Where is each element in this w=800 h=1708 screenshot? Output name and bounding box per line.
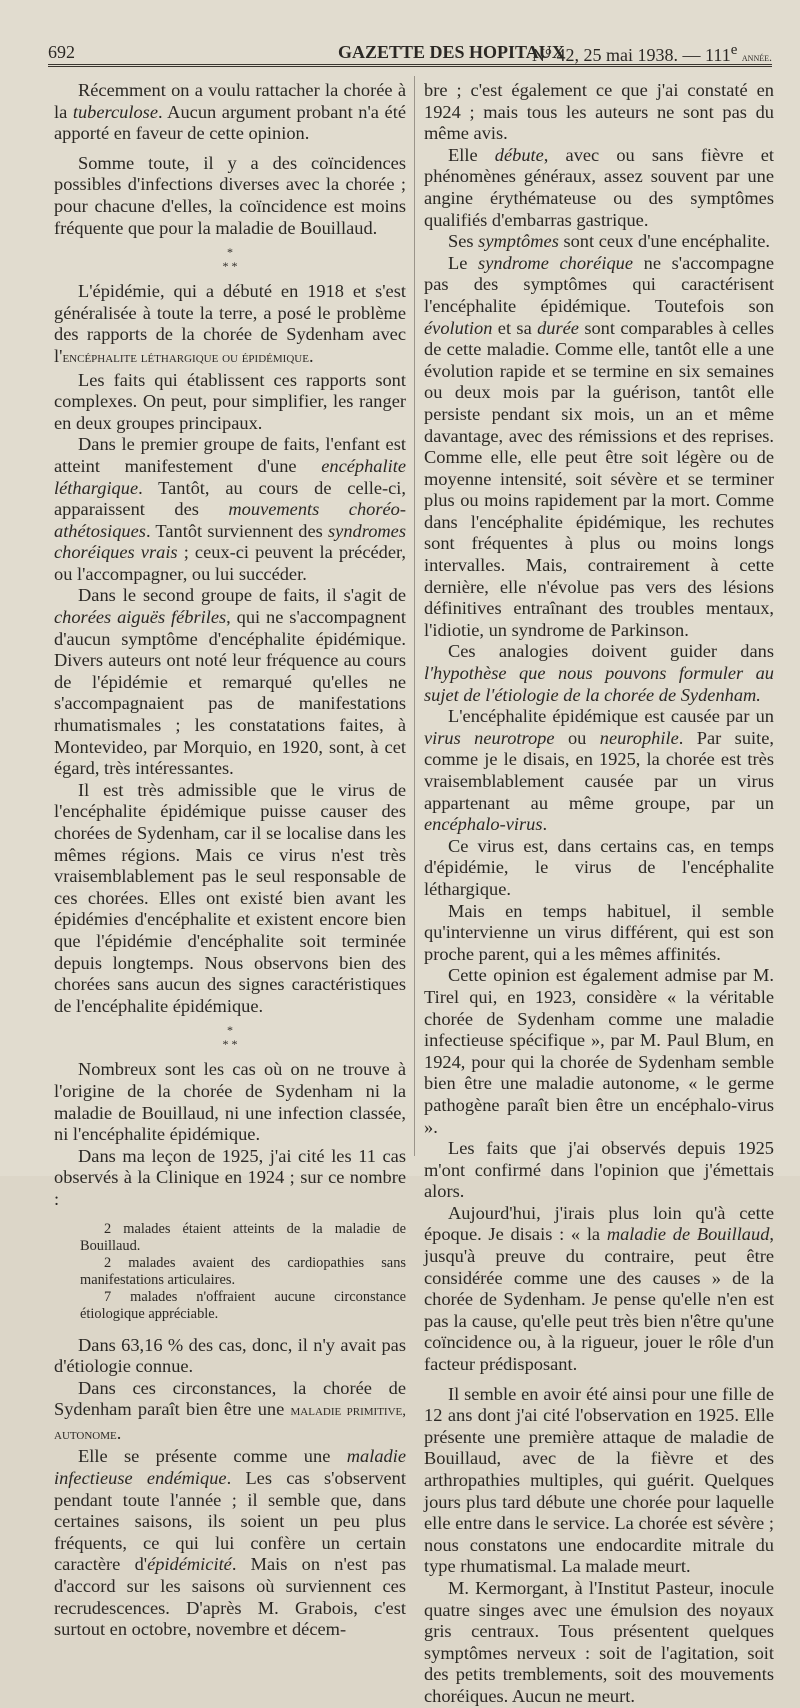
paragraph: Dans 63,16 % des cas, donc, il n'y avait pas d'étiologie connue. <box>54 1334 406 1377</box>
paragraph: Elle débute, avec ou sans fièvre et phénomènes généraux, assez souvent par une angine érythémateuse ou des symptômes qualifiés d'embarras gastrique. <box>424 144 775 230</box>
paragraph: Le syndrome choréique ne s'accompagne pas des symptômes qui caractérisent l'encéphalite épidémique. Toutefois son évolution et sa durée sont comparables à celles de cette maladie. Comme elle, tantôt elle a une évolution rapide et se termine en six semaines ou deux mois par la guérison, tantôt elle persiste pendant six mois, un an et même davantage, avec des rémissions et des reprises. Comme elle, elle peut être soit légère ou de moyenne intensité, soit sévère et se terminer plus ou moins rapidement par la mort. Comme dans l'encéphalite épidémique, les rechutes sont fréquentes à plus ou moins longs intervalles. Mais, contrairement à cette dernière, elle n'évolue pas vers des lésions définitives entraînant des troubles mentaux, l'idiotie, un syndrome de Parkinson. <box>424 252 774 640</box>
list-item: 2 malades avaient des cardiopathies sans manifestations articulaires. <box>80 1254 406 1288</box>
paragraph: Aujourd'hui, j'irais plus loin qu'à cette époque. Je disais : « la maladie de Bouillaud, jusqu'à preuve du contraire, peut être considérée comme une des causes » de la chorée de Sydenham. Je pense qu'elle n'en est pas la cause, qu'elle peut très bien n'être qu'une coïncidence ou, à la rigueur, jouer le rôle d'un facteur prédisposant. <box>424 1202 775 1375</box>
paragraph: Elle se présente comme une maladie infectieuse endémique. Les cas s'observent pendant toute l'année ; il semble que, dans certaines saisons, ils soient un peu plus fréquents, ce qui lui confère un certain caractère d'épidémicité. Mais on n'est pas d'accord sur les saisons où surviennent ces recrudescences. D'après M. Grabois, c'est surtout en octobre, novembre et décem- <box>54 1446 406 1640</box>
list-item: 7 malades n'offraient aucune circonstance étiologique appréciable. <box>80 1288 406 1322</box>
paragraph: Dans le premier groupe de faits, l'enfant est atteint manifestement d'une encéphalite léthargique. Tantôt, au cours de celle-ci, apparaissent des mouvements choréo-athétosiques. Tantôt surviennent des syndromes choréiques vrais ; ceux-ci peuvent la précéder, ou l'accompagner, ou lui succéder. <box>54 434 406 584</box>
paragraph: Cette opinion est également admise par M. Tirel qui, en 1923, considère « la véritable chorée de Sydenham comme une maladie infectieuse spécifique », par M. Paul Blum, en 1924, pour qui la chorée de Sydenham semble bien être une maladie autonome, « le germe pathogène paraît bien être un encéphalo-virus ». <box>424 965 774 1137</box>
paragraph: M. Kermorgant, à l'Institut Pasteur, inocule quatre singes avec une émulsion des noyaux gris centraux. Tous présentent quelques symptômes nerveux : soit de l'agitation, soit des petits tremblements, soit des mouvements choréiques. Aucun ne meurt. <box>424 1577 774 1706</box>
page-header <box>48 38 772 67</box>
paragraph: Dans ma leçon de 1925, j'ai cité les 11 cas observés à la Clinique en 1924 ; sur ce nombre : <box>54 1145 406 1209</box>
issue-info: N° 42, 25 mai 1938. — 111e année. <box>531 42 772 65</box>
paragraph: Il semble en avoir été ainsi pour une fille de 12 ans dont j'ai cité l'observation en 1925. Elle présente une première attaque de maladie de Bouillaud, avec de la fièvre et des arthropathies multiples, qui guérit. Quelques jours plus tard débute une chorée pour laquelle elle entre dans le service. La chorée est sévère ; nous constatons une endocardite mitrale du type rhumatismal. La malade meurt. <box>424 1383 774 1577</box>
paragraph: Dans le second groupe de faits, il s'agit de chorées aiguës fébriles, qui ne s'accompagnent d'aucun symptôme d'encéphalite épidémique. Divers auteurs ont noté leur fréquence au cours de l'épidémie et remarqué qu'elles ne s'accompagnaient pas de manifestations rhumatismales ; les constatations faites, à Montevideo, par Morquio, en 1920, sont, à cet égard, très intéressantes. <box>54 585 406 779</box>
paragraph: Nombreux sont les cas où on ne trouve à l'origine de la chorée de Sydenham ni la maladie de Bouillaud, ni une infection classée, ni l'encéphalite épidémique. <box>54 1059 406 1145</box>
paragraph: bre ; c'est également ce que j'ai constaté en 1924 ; mais tous les auteurs ne sont pas du même avis. <box>424 80 774 144</box>
case-list <box>54 1221 406 1323</box>
left-column <box>54 80 406 1641</box>
paragraph: Les faits que j'ai observés depuis 1925 m'ont confirmé dans l'opinion que j'émettais alors. <box>424 1138 774 1202</box>
paragraph: Il est très admissible que le virus de l'encéphalite épidémique puisse causer des chorées de Sydenham, car il se localise dans les mêmes régions. Mais ce virus n'est très vraisemblablement pas le seul responsable de ces chorées. Elles ont existé bien avant les épidémies d'encéphalite et existent encore bien que l'épidémie d'encéphalite soit terminée depuis longtemps. Nous observons bien des chorées sans aucun des signes caractéristiques de l'encéphalite épidémique. <box>54 779 406 1016</box>
paragraph: Les faits qui établissent ces rapports sont complexes. On peut, pour simplifier, les ranger en deux groupes principaux. <box>54 369 406 433</box>
right-column <box>424 80 774 1708</box>
paragraph: Ce virus est, dans certains cas, en temps d'épidémie, le virus de l'encéphalite léthargique. <box>424 835 774 899</box>
paragraph: L'encéphalite épidémique est causée par un virus neurotrope ou neurophile. Par suite, comme je le disais, en 1925, la chorée est très vraisemblablement causée par un virus appartenant au même groupe, par un encéphalo-virus. <box>424 706 774 835</box>
paragraph: Récemment on a voulu rattacher la chorée à la tuberculose. Aucun argument probant n'a été apporté en faveur de cette opinion. <box>54 80 406 144</box>
paragraph: Somme toute, il y a des coïncidences possibles d'infections diverses avec la chorée ; pour chacune d'elles, la coïncidence est moins fréquente que pour la maladie de Bouillaud. <box>54 152 406 238</box>
paragraph: L'épidémie, qui a débuté en 1918 et s'est généralisée à toute la terre, a posé le problème des rapports de la chorée de Sydenham avec l'encéphalite léthargique ou épidémique. <box>54 281 406 366</box>
journal-title: GAZETTE DES HOPITAUX <box>338 42 565 62</box>
paragraph: Mais en temps habituel, il semble qu'intervienne un virus différent, qui est son proche parent, qui a les mêmes affinités. <box>424 900 774 964</box>
column-divider <box>414 76 415 1156</box>
list-item: 2 malades étaient atteints de la maladie de Bouillaud. <box>80 1220 406 1254</box>
page-number: 692 <box>48 42 75 62</box>
paragraph: Ses symptômes sont ceux d'une encéphalite. <box>448 231 771 252</box>
paragraph: Dans ces circonstances, la chorée de Sydenham paraît bien être une maladie primitive, autonome. <box>54 1377 406 1443</box>
section-separator: * * * <box>222 1023 238 1052</box>
paragraph: Ces analogies doivent guider dans l'hypothèse que nous pouvons formuler au sujet de l'étiologie de la chorée de Sydenham. <box>424 641 774 705</box>
section-separator: * * * <box>222 245 238 274</box>
